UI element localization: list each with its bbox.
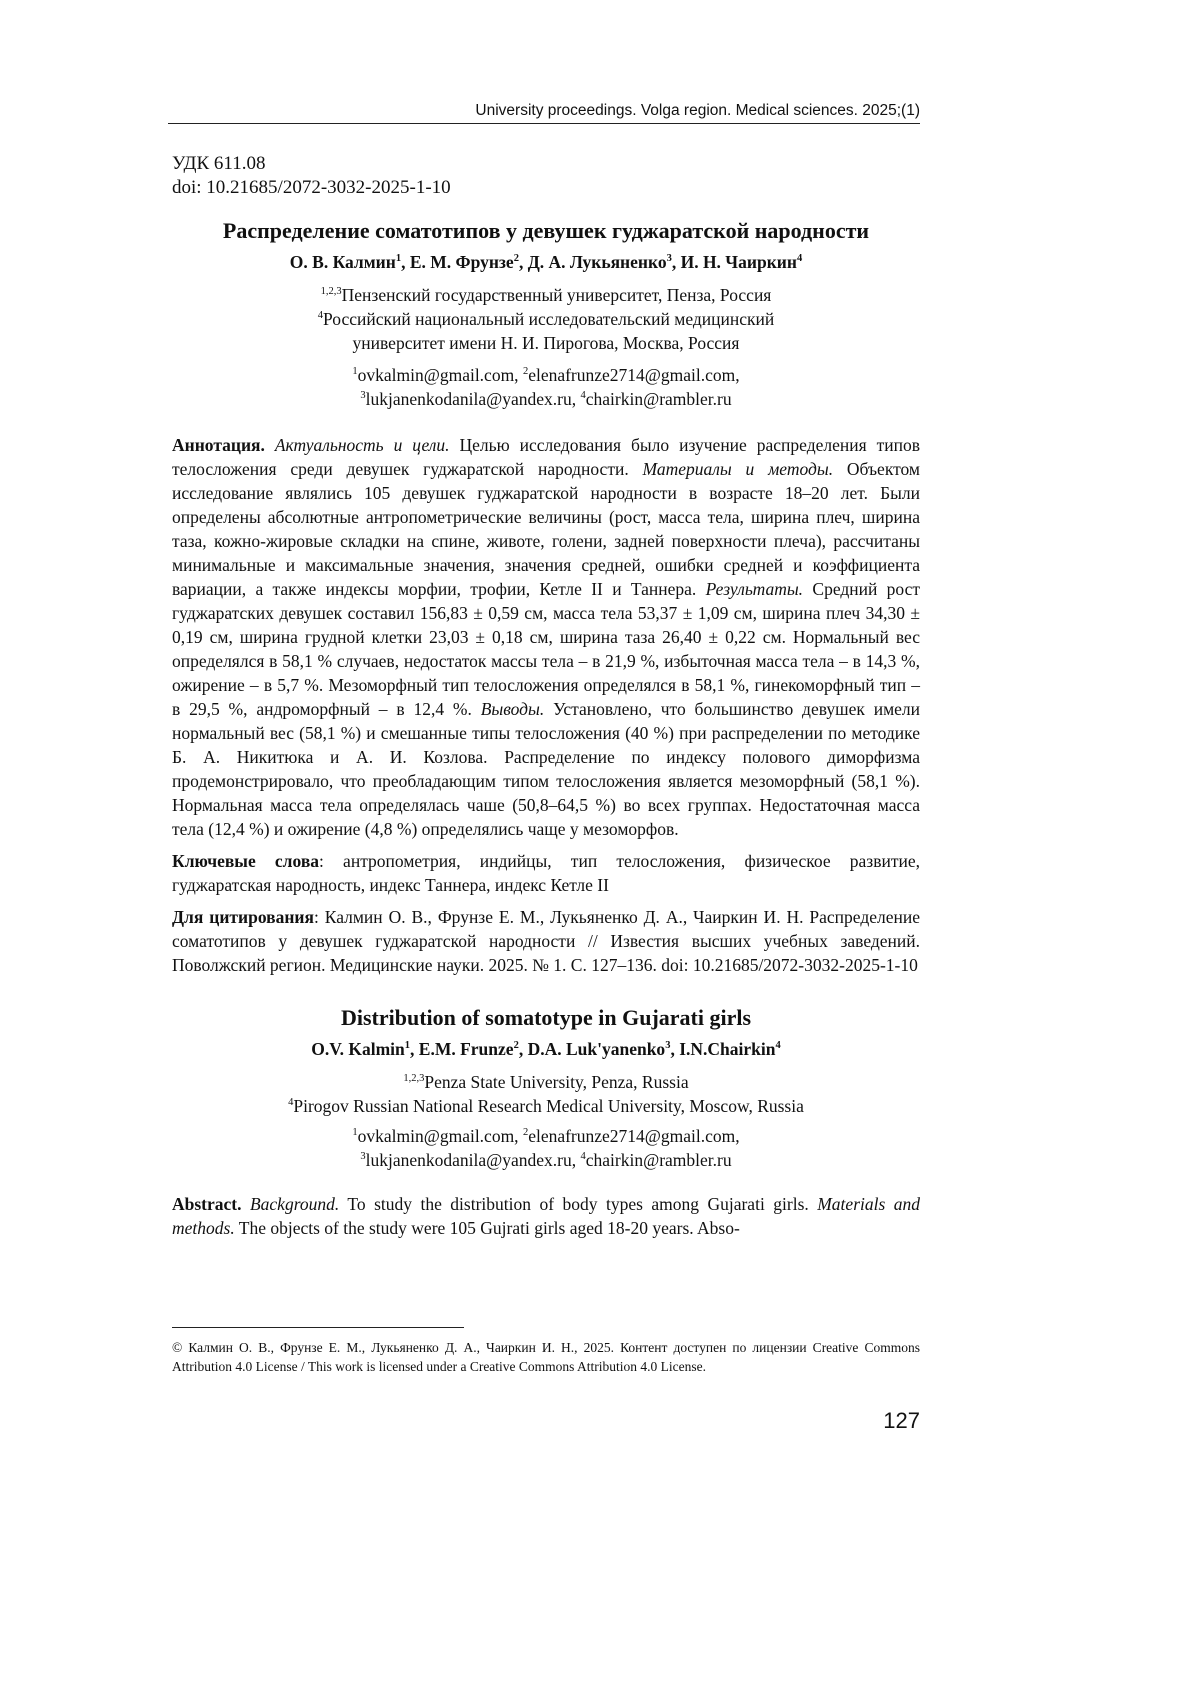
- ru-section: [172, 152, 920, 1240]
- author-name: Е. М. Фрунзе: [409, 252, 514, 272]
- page-number: 127: [883, 1408, 920, 1433]
- en-abstract: [172, 1192, 920, 1240]
- ru-authors: О. В. Калмин$^1$, Е. М. Фрунзе$^2$, Д. А. Лукьяненко$^3$, И. Н. Чаиркин$^4$: [289, 252, 803, 272]
- author-sup: 1: [395, 253, 402, 265]
- abstract-text: Установлено, что большинство девушек имели нормальный вес (58,1 %) и смешанные типы телосложения (40 %) при распределении по методике Б. А. Никитюка и А. И. Козлова. Распределение по индексу полового диморфизма продемонстрировало, что преобладающим типом телосложения является мезоморфный (58,1 %). Нормальная масса тела определялась чаше (50,8–64,5 %) во всех группах. Недостаточная масса тела (12,4 %) и ожирение (4,8 %) определялись чаще у мезоморфов.: [172, 699, 921, 839]
- email-address: chairkin@rambler.ru: [585, 389, 732, 409]
- affiliation-text: университет имени Н. И. Пирогова, Москва, Россия: [352, 333, 740, 353]
- en-affiliations: [172, 1070, 920, 1118]
- author-sup: 2: [513, 1040, 519, 1052]
- footnote-divider: [172, 1327, 464, 1328]
- affiliation-text: Российский национальный исследовательский медицинский: [323, 309, 775, 329]
- abstract-label: Аннотация.: [172, 435, 265, 455]
- email-line: [172, 1124, 920, 1148]
- abstract-subheading: Материалы и методы.: [642, 459, 834, 479]
- author-name: I.N.Chairkin: [679, 1039, 776, 1059]
- abstract-subheading: Выводы.: [480, 699, 545, 719]
- abstract-text: Объектом исследование являлись 105 девушек гуджаратской народности в возрасте 18–20 лет. Были определены абсолютные антропометрические величины (рост, масса тела, ширина плеч, ширина таза, кожно-жировые складки на спине, животе, голени, задней поверхности плеча), рассчитаны минимальные и максимальные значения, значения средней, ошибки средней и коэффициента вариации, а также индексы морфии, трофии, Кетле II и Таннера.: [172, 459, 920, 599]
- email-address: ovkalmin@gmail.com,: [357, 365, 523, 385]
- author-sup: 2: [513, 253, 519, 265]
- udk-code: УДК 611.08: [172, 153, 266, 174]
- author-sup: 3: [666, 253, 672, 265]
- abstract-label: Abstract.: [172, 1194, 242, 1214]
- email-sup: 1: [352, 366, 358, 378]
- keywords-label: Ключевые слова: [172, 851, 320, 871]
- citation-label: Для цитирования: [172, 907, 314, 927]
- email-sup: 4: [580, 390, 586, 402]
- abstract-subheading: Materials and methods.: [172, 1194, 921, 1238]
- abstract-text: Средний рост гуджаратских девушек составил 156,83 ± 0,59 см, масса тела 53,37 ± 1,09 см, ширина плеч 34,30 ± 0,19 см, ширина грудной клетки 23,03 ± 0,18 см, ширина таза 26,40 ± 0,22 см. Нормальный вес определялся в 58,1 % случаев, недостаток массы тела – в 21,9 %, избыточная масса тела – в 14,3 %, ожирение – в 5,7 %. Мезоморфный тип телосложения определялся в 58,1 %, гинекоморфный тип – в 29,5 %, андроморфный – в 12,4 %.: [172, 579, 921, 719]
- email-address: elenafrunze2714@gmail.com,: [528, 365, 740, 385]
- citation-text: : Калмин О. В., Фрунзе Е. М., Лукьяненко Д. А., Чаиркин И. Н. Распределение соматотипов у девушек гуджаратской народности // Известия высших учебных заведений. Поволжский регион. Медицинские науки. 2025. № 1. С. 127–136. doi: 10.21685/2072-3032-2025-1-10: [172, 907, 921, 975]
- abstract-subheading: Background.: [249, 1194, 340, 1214]
- email-sup: 2: [522, 1127, 529, 1139]
- email-address: chairkin@rambler.ru: [585, 1150, 732, 1170]
- author-sup: 4: [775, 1040, 781, 1052]
- ru-affiliations: [172, 283, 920, 355]
- affiliation-text: Pirogov Russian National Research Medical University, Moscow, Russia: [293, 1096, 804, 1116]
- affiliation-sup: 1,2,3: [403, 1073, 425, 1085]
- author-name: Д. А. Лукьяненко: [527, 252, 667, 272]
- en-authors: O.V. Kalmin$^1$, E.M. Frunze$^2$, D.A. Luk'yanenko$^3$, I.N.Chairkin$^4$: [311, 1039, 781, 1059]
- abstract-text: Целью исследования было изучение распределения типов телосложения среди девушек гуджаратской народности.: [172, 435, 920, 479]
- email-address: lukjanenkodanila@yandex.ru,: [365, 1150, 581, 1170]
- email-line: [172, 1148, 920, 1172]
- affiliation-sup: 1,2,3: [320, 286, 342, 298]
- email-sup: 3: [360, 1151, 366, 1163]
- email-address: lukjanenkodanila@yandex.ru,: [365, 389, 581, 409]
- email-sup: 4: [580, 1151, 586, 1163]
- affiliation-text: Penza State University, Penza, Russia: [424, 1072, 689, 1092]
- affiliation-line: [172, 331, 920, 355]
- abstract-subheading: Результаты.: [705, 579, 804, 599]
- ru-keywords: [172, 849, 920, 897]
- affiliation-line: [172, 1094, 920, 1118]
- en-emails: [172, 1124, 920, 1172]
- ru-emails: [172, 363, 920, 411]
- email-address: ovkalmin@gmail.com,: [357, 1126, 523, 1146]
- email-sup: 1: [352, 1127, 358, 1139]
- license-footnote: © Калмин О. В., Фрунзе Е. М., Лукьяненко Д. А., Чаиркин И. Н., 2025. Контент доступен по лицензии Creative Commons Attribution 4.0 License / This work is licensed under a Creative Commons Attribution 4.0 License.: [172, 1340, 920, 1374]
- author-sup: 4: [796, 253, 803, 265]
- abstract-subheading: Актуальность и цели.: [274, 435, 450, 455]
- affiliation-line: [172, 283, 920, 307]
- doi: doi: 10.21685/2072-3032-2025-1-10: [172, 177, 451, 198]
- abstract-text: The objects of the study were 105 Gujrati girls aged 18-20 years. Abso-: [238, 1218, 740, 1238]
- author-name: И. Н. Чаиркин: [680, 252, 797, 272]
- email-line: [172, 363, 920, 387]
- ru-citation: [172, 905, 920, 977]
- author-name: E.M. Frunze: [418, 1039, 514, 1059]
- affiliation-sup: 4: [317, 310, 323, 322]
- en-title: Distribution of somatotype in Gujarati girls: [340, 1005, 752, 1030]
- email-address: elenafrunze2714@gmail.com,: [528, 1126, 740, 1146]
- affiliation-line: [172, 307, 920, 331]
- author-name: О. В. Калмин: [289, 252, 396, 272]
- keywords-text: : антропометрия, индийцы, тип телосложения, физическое развитие, гуджаратская народность, индекс Таннера, индекс Кетле II: [172, 851, 920, 895]
- affiliation-sup: 4: [288, 1097, 294, 1109]
- running-header: University proceedings. Volga region. Medical sciences. 2025;(1): [168, 102, 920, 124]
- author-sup: 3: [665, 1040, 671, 1052]
- author-sup: 1: [404, 1040, 411, 1052]
- affiliation-text: Пензенский государственный университет, Пенза, Россия: [341, 285, 772, 305]
- email-line: [172, 387, 920, 411]
- affiliation-line: [172, 1070, 920, 1094]
- author-name: O.V. Kalmin: [311, 1039, 405, 1059]
- ru-title: Распределение соматотипов у девушек гуджаратской народности: [222, 218, 870, 243]
- email-sup: 2: [522, 366, 529, 378]
- email-sup: 3: [360, 390, 366, 402]
- author-name: D.A. Luk'yanenko: [527, 1039, 666, 1059]
- abstract-text: To study the distribution of body types among Gujarati girls.: [347, 1194, 809, 1214]
- ru-abstract: [172, 433, 920, 841]
